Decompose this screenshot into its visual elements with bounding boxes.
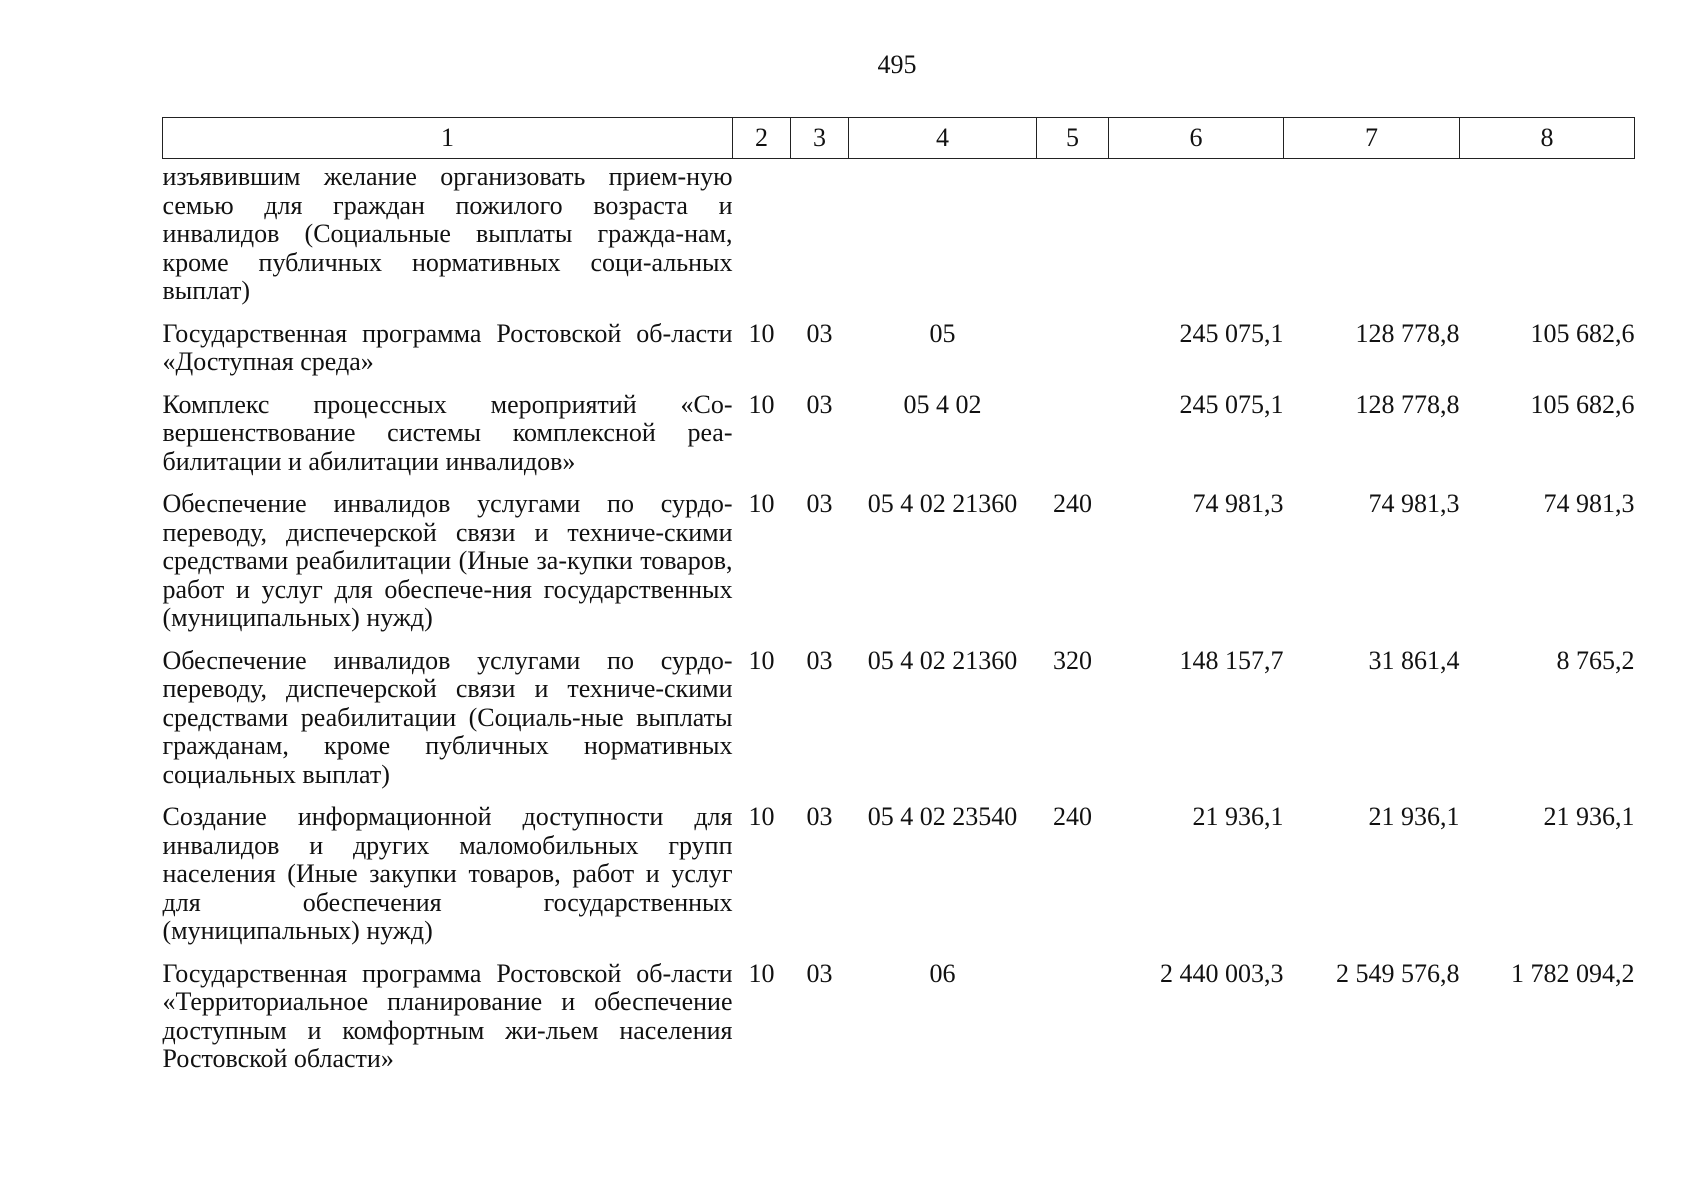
row-description: Государственная программа Ростовской об-ласти «Доступная среда» — [162, 318, 733, 376]
row-expense-type: 320 — [1053, 645, 1092, 675]
row-subsection: 03 — [806, 958, 833, 988]
row-description: изъявившим желание организовать прием-ную семью для граждан пожилого возраста и инвалидов (Социальные выплаты гражда-нам, кроме публичных нормативных соци-альных выплат) — [162, 162, 733, 305]
row-section: 10 — [748, 318, 775, 348]
row-amount-col6: 148 157,7 — [1179, 645, 1284, 675]
table-row — [163, 956, 1635, 1084]
row-section: 10 — [748, 802, 775, 831]
table-row — [163, 799, 1635, 956]
table-row — [163, 486, 1635, 643]
row-subsection — [791, 159, 849, 316]
row-expense-type — [1037, 956, 1109, 1084]
table-row — [163, 643, 1635, 800]
column-header-2: 2 — [733, 118, 791, 159]
column-header-3: 3 — [791, 118, 849, 159]
table-body — [163, 159, 1635, 1084]
row-description: Создание информационной доступности для инвалидов и других маломобильных групп населения (Иные закупки товаров, работ и услуг для обеспечения государственных (муниципальных) нужд) — [162, 802, 733, 945]
row-amount-col7: 74 981,3 — [1368, 489, 1460, 518]
row-description: Государственная программа Ростовской об-ласти «Территориальное планирование и обеспечение доступным и комфортным жи-льем населения Ростовской области» — [162, 958, 733, 1073]
row-subsection: 03 — [806, 318, 833, 348]
page-number: 495 — [877, 50, 917, 79]
row-amount-col7: 31 861,4 — [1368, 645, 1460, 675]
row-amount-col6 — [1109, 159, 1284, 316]
row-amount-col6: 245 075,1 — [1179, 389, 1284, 419]
row-amount-col7: 128 778,8 — [1355, 318, 1460, 348]
row-section — [733, 159, 791, 316]
row-section: 10 — [748, 389, 775, 419]
column-header-8: 8 — [1460, 118, 1635, 159]
row-amount-col6: 74 981,3 — [1192, 489, 1284, 518]
row-expense-type: 240 — [1053, 802, 1092, 831]
row-expense-type — [1037, 316, 1109, 387]
row-amount-col6: 2 440 003,3 — [1160, 958, 1284, 988]
column-header-5: 5 — [1037, 118, 1109, 159]
column-header-7: 7 — [1284, 118, 1460, 159]
row-target-code: 06 — [929, 958, 956, 988]
row-amount-col8: 1 782 094,2 — [1511, 958, 1635, 988]
row-expense-type — [1037, 159, 1109, 316]
column-header-6: 6 — [1109, 118, 1284, 159]
row-amount-col7: 128 778,8 — [1355, 389, 1460, 419]
table-row — [163, 387, 1635, 487]
row-description: Комплекс процессных мероприятий «Со-вершенствование системы комплексной реа-билитации и абилитации инвалидов» — [162, 389, 733, 476]
table-row — [163, 159, 1635, 316]
row-subsection: 03 — [806, 389, 833, 419]
table-header — [163, 118, 1635, 159]
row-section: 10 — [748, 489, 775, 518]
row-amount-col8 — [1460, 159, 1635, 316]
row-amount-col8: 21 936,1 — [1543, 802, 1635, 831]
row-expense-type: 240 — [1053, 489, 1092, 518]
budget-table — [162, 117, 1635, 1084]
column-header-1: 1 — [163, 118, 733, 159]
row-amount-col8: 105 682,6 — [1530, 318, 1635, 348]
row-amount-col7: 21 936,1 — [1368, 802, 1460, 831]
row-description: Обеспечение инвалидов услугами по сурдо-переводу, диспечерской связи и техниче-скими средствами реабилитации (Социаль-ные выплаты гражданам, кроме публичных нормативных социальных выплат) — [162, 645, 733, 789]
row-amount-col8: 105 682,6 — [1530, 389, 1635, 419]
row-target-code — [849, 159, 1037, 316]
row-amount-col6: 245 075,1 — [1179, 318, 1284, 348]
row-amount-col6: 21 936,1 — [1192, 802, 1284, 831]
row-subsection: 03 — [806, 489, 833, 518]
row-amount-col7 — [1284, 159, 1460, 316]
table-row — [163, 316, 1635, 387]
row-section: 10 — [748, 645, 775, 675]
row-expense-type — [1037, 387, 1109, 487]
row-target-code: 05 — [929, 318, 956, 348]
row-subsection: 03 — [806, 802, 833, 831]
row-section: 10 — [748, 958, 775, 988]
row-subsection: 03 — [806, 645, 833, 675]
column-header-4: 4 — [849, 118, 1037, 159]
row-target-code: 05 4 02 21360 — [867, 645, 1018, 675]
row-target-code: 05 4 02 21360 — [867, 489, 1018, 518]
row-amount-col8: 74 981,3 — [1543, 489, 1635, 518]
row-amount-col8: 8 765,2 — [1556, 645, 1635, 675]
row-amount-col7: 2 549 576,8 — [1336, 958, 1460, 988]
row-target-code: 05 4 02 23540 — [867, 802, 1018, 831]
row-target-code: 05 4 02 — [903, 389, 982, 419]
row-description: Обеспечение инвалидов услугами по сурдо-переводу, диспечерской связи и техниче-скими средствами реабилитации (Иные за-купки товаров, работ и услуг для обеспече-ния государственных (муниципальных) нужд) — [162, 489, 733, 632]
